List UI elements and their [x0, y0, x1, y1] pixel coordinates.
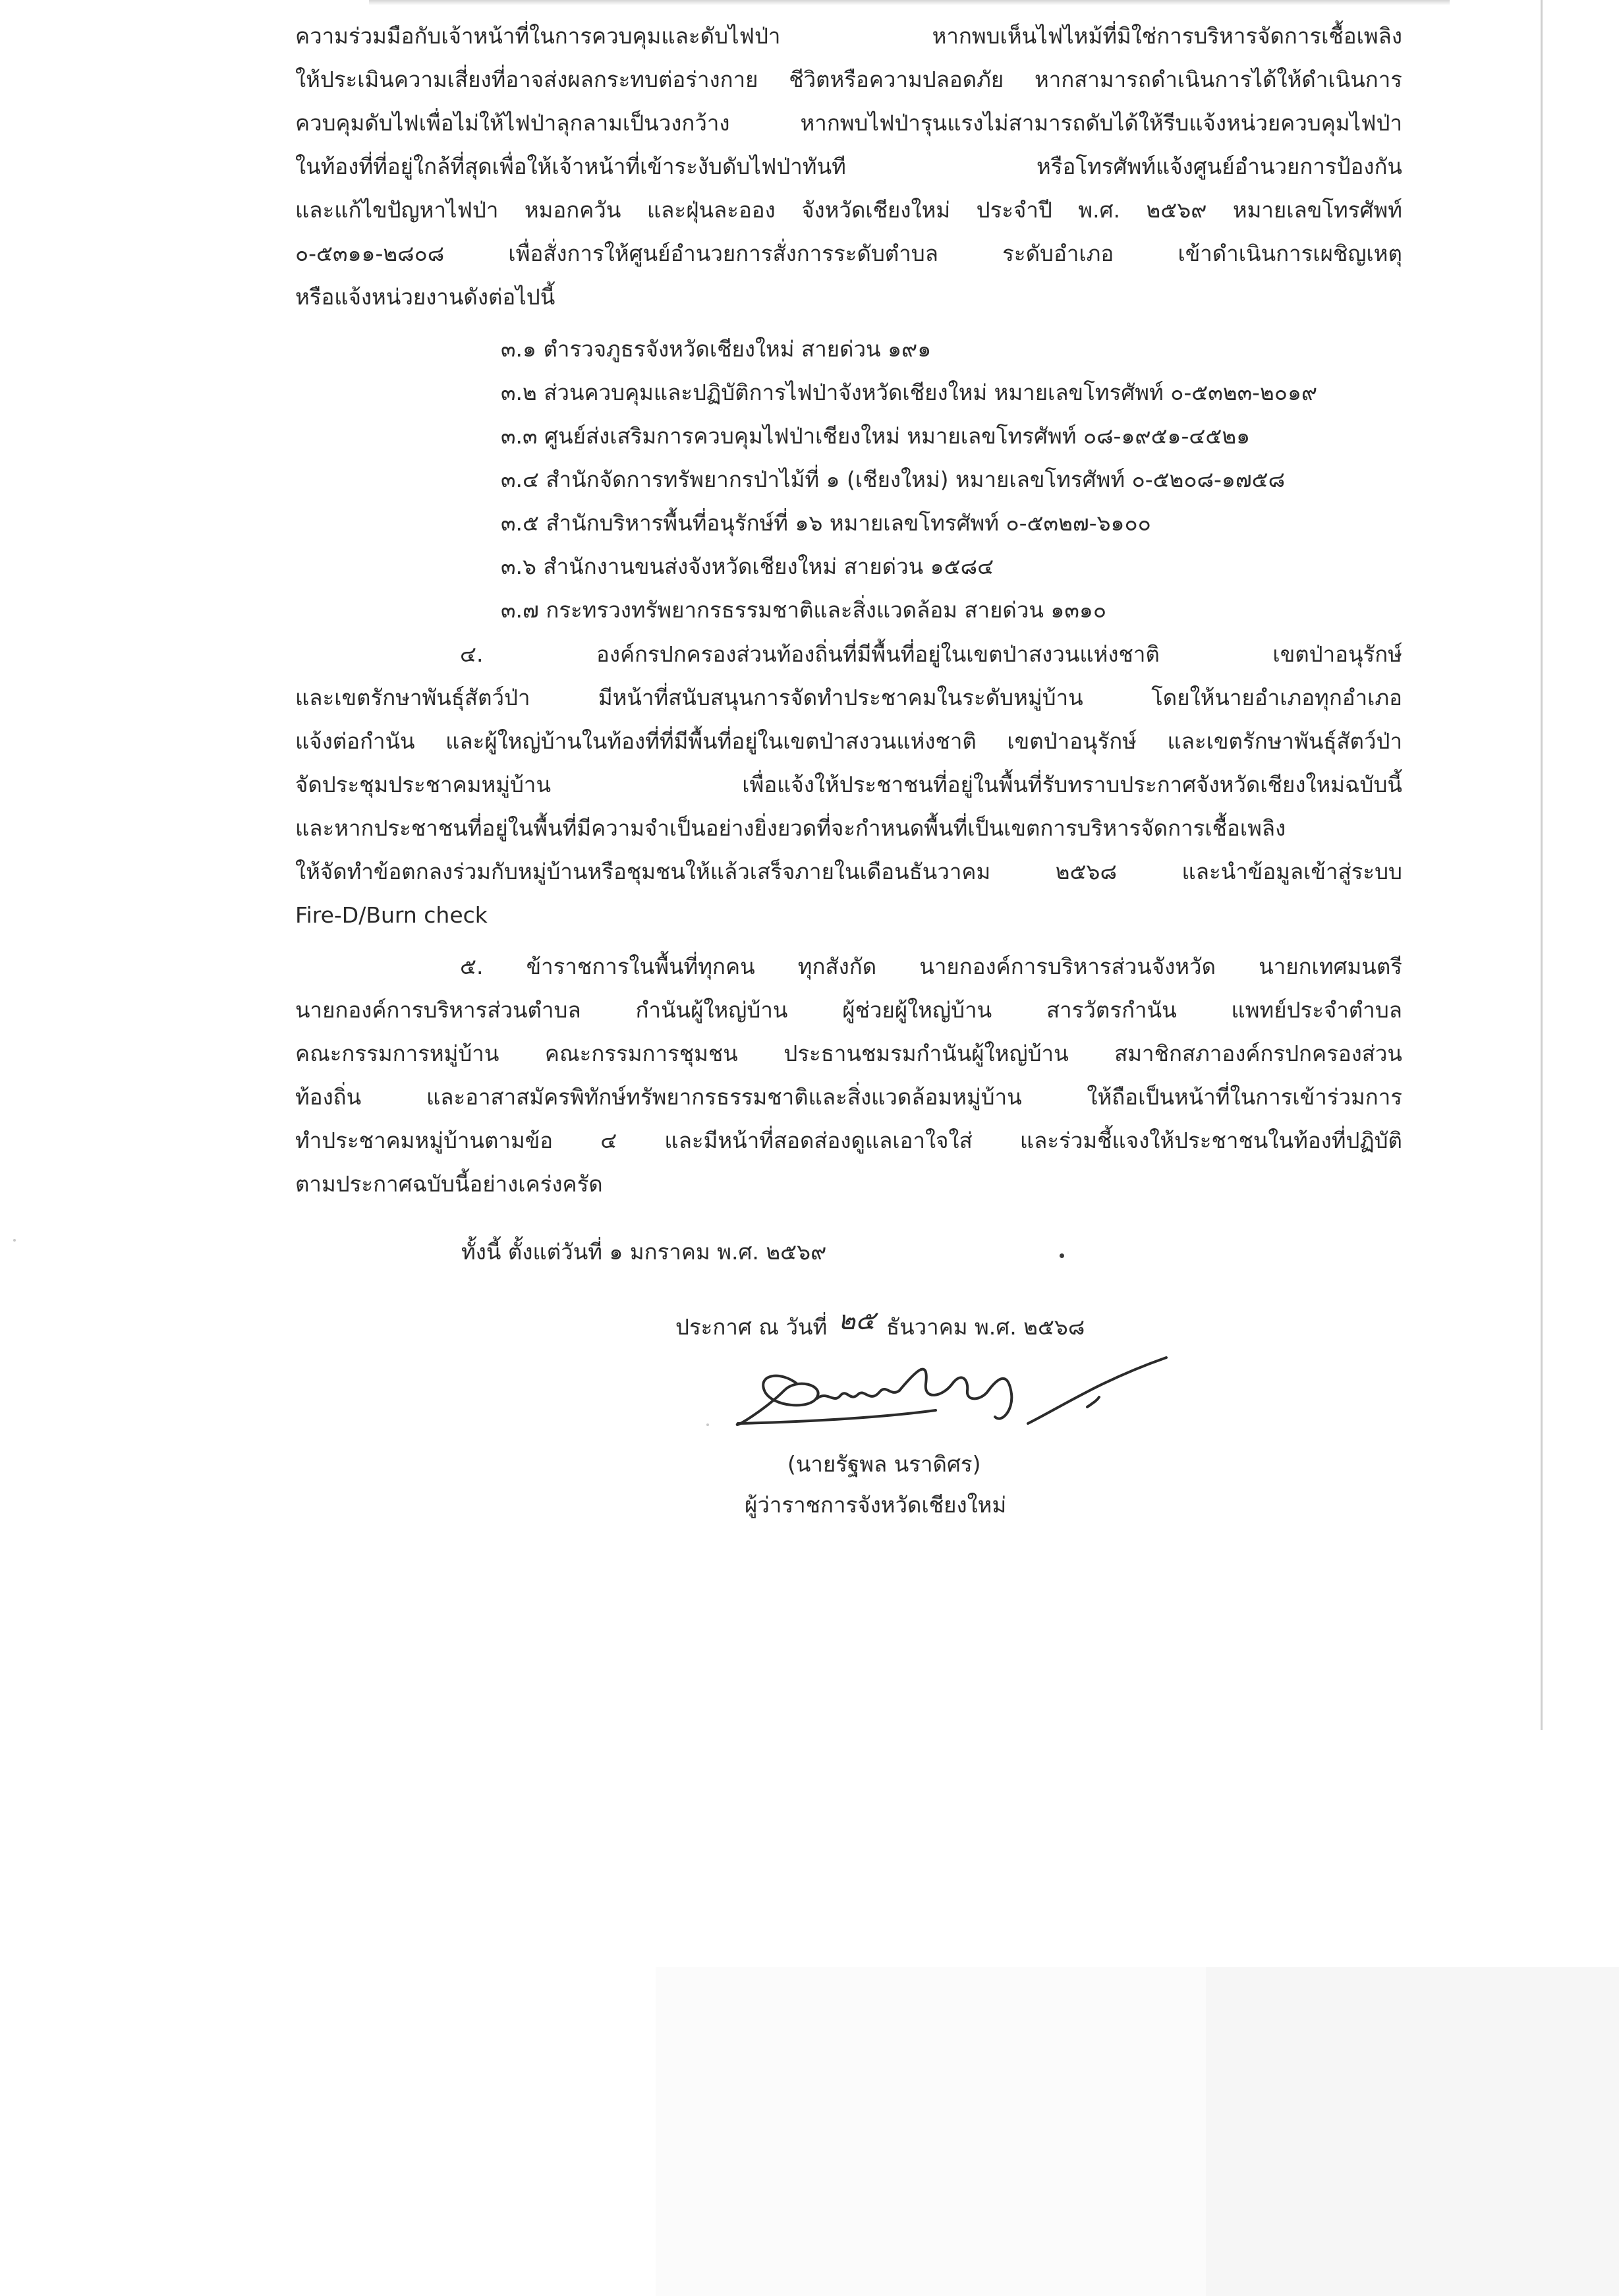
paragraph-line: ควบคุมดับไฟเพื่อไม่ให้ไฟป่าลุกลามเป็นวงกว้าง หากพบไฟป่ารุนแรงไม่สามารถดับได้ให้รีบแจ้งหน่วยควบคุมไฟป่า [295, 110, 1402, 136]
announcement-prefix: ประกาศ ณ วันที่ [675, 1314, 828, 1340]
paragraph-line: นายกองค์การบริหารส่วนตำบล กำนันผู้ใหญ่บ้าน ผู้ช่วยผู้ใหญ่บ้าน สารวัตรกำนัน แพทย์ประจำตำบล [295, 997, 1402, 1023]
paragraph-line: และหากประชาชนที่อยู่ในพื้นที่มีความจำเป็นอย่างยิ่งยวดที่จะกำหนดพื้นที่เป็นเขตการบริหารจัดการเชื้อเพลิง [295, 815, 1286, 841]
scan-speck [13, 1239, 16, 1242]
section-5-paragraph [295, 945, 1402, 1206]
announcement-day-handwritten: ๒๕ [838, 1306, 876, 1336]
paragraph-line: ความร่วมมือกับเจ้าหน้าที่ในการควบคุมและดับไฟป่า หากพบเห็นไฟไหม้ที่มิใช่การบริหารจัดการเชื้อเพลิง [295, 23, 1402, 49]
paragraph-line: ๐-๕๓๑๑-๒๘๐๘ เพื่อสั่งการให้ศูนย์อำนวยการสั่งการระดับตำบล ระดับอำเภอ เข้าดำเนินการเผชิญเหตุ [295, 241, 1402, 266]
page-edge-line [1541, 0, 1543, 1730]
contact-item: ๓.๔ สำนักจัดการทรัพยากรป่าไม้ที่ ๑ (เชียงใหม่) หมายเลขโทรศัพท์ ๐-๕๒๐๘-๑๗๕๘ [501, 467, 1286, 492]
paragraph-line: คณะกรรมการหมู่บ้าน คณะกรรมการชุมชน ประธานชมรมกำนันผู้ใหญ่บ้าน สมาชิกสภาองค์กรปกครองส่วน [295, 1041, 1402, 1066]
section-4-paragraph [295, 633, 1402, 937]
paragraph-line: จัดประชุมประชาคมหมู่บ้าน เพื่อแจ้งให้ประชาชนที่อยู่ในพื้นที่รับทราบประกาศจังหวัดเชียงใหม่ฉบับนี้ [295, 772, 1402, 797]
paragraph-line: ตามประกาศฉบับนี้อย่างเคร่งครัด [295, 1171, 603, 1197]
contact-item: ๓.๕ สำนักบริหารพื้นที่อนุรักษ์ที่ ๑๖ หมายเลขโทรศัพท์ ๐-๕๓๒๗-๖๑๐๐ [501, 510, 1151, 536]
paragraph-line: ให้ประเมินความเสี่ยงที่อาจส่งผลกระทบต่อร่างกาย ชีวิตหรือความปลอดภัย หากสามารถดำเนินการได้ให้ดำเนินการ [295, 67, 1402, 92]
cut-off-top-line [369, 0, 1450, 5]
paragraph-line: แจ้งต่อกำนัน และผู้ใหญ่บ้านในท้องที่ที่มีพื้นที่อยู่ในเขตป่าสงวนแห่งชาติ เขตป่าอนุรักษ์ และเขตรักษาพันธุ์สัตว์ป่า [295, 728, 1402, 754]
announcement-suffix: ธันวาคม พ.ศ. ๒๕๖๘ [886, 1314, 1085, 1340]
scan-speck [706, 1423, 709, 1426]
contact-item: ๓.๑ ตำรวจภูธรจังหวัดเชียงใหม่ สายด่วน ๑๙๑ [501, 336, 932, 362]
paragraph-line: ให้จัดทำข้อตกลงร่วมกับหมู่บ้านหรือชุมชนให้แล้วเสร็จภายในเดือนธันวาคม ๒๕๖๘ และนำข้อมูลเข้าสู่ระบบ [295, 859, 1402, 884]
contact-item: ๓.๗ กระทรวงทรัพยากรธรรมชาติและสิ่งแวดล้อม สายด่วน ๑๓๑๐ [501, 597, 1107, 623]
paragraph-line: ท้องถิ่น และอาสาสมัครพิทักษ์ทรัพยากรธรรมชาติและสิ่งแวดล้อมหมู่บ้าน ให้ถือเป็นหน้าที่ในการเข้าร่วมการ [295, 1084, 1402, 1110]
effective-date: ทั้งนี้ ตั้งแต่วันที่ ๑ มกราคม พ.ศ. ๒๕๖๙ [461, 1239, 827, 1265]
ink-dot [1060, 1253, 1064, 1258]
paragraph-line: ทำประชาคมหมู่บ้านตามข้อ ๔ และมีหน้าที่สอดส่องดูแลเอาใจใส่ และร่วมชี้แจงให้ประชาชนในท้องที่ปฏิบัติ [295, 1128, 1402, 1153]
announcement-date [675, 1306, 1085, 1342]
signer-title: ผู้ว่าราชการจังหวัดเชียงใหม่ [745, 1492, 1007, 1518]
paragraph-line: และแก้ไขปัญหาไฟป่า หมอกควัน และฝุ่นละออง จังหวัดเชียงใหม่ ประจำปี พ.ศ. ๒๕๖๙ หมายเลขโทรศัพท์ [295, 197, 1402, 223]
signer-name: (นายรัฐพล นราดิศร) [787, 1451, 981, 1477]
paragraph-line: หรือแจ้งหน่วยงานดังต่อไปนี้ [295, 284, 555, 310]
paragraph-line: ในท้องที่ที่อยู่ใกล้ที่สุดเพื่อให้เจ้าหน้าที่เข้าระงับดับไฟป่าทันที หรือโทรศัพท์แจ้งศูนย์อำนวยการป้องกัน [295, 154, 1402, 179]
paragraph-line: Fire-D/Burn check [295, 902, 488, 928]
contact-item: ๓.๒ ส่วนควบคุมและปฏิบัติการไฟป่าจังหวัดเชียงใหม่ หมายเลขโทรศัพท์ ๐-๕๓๒๓-๒๐๑๙ [501, 380, 1318, 405]
paragraph-line: ๔. องค์กรปกครองส่วนท้องถิ่นที่มีพื้นที่อยู่ในเขตป่าสงวนแห่งชาติ เขตป่าอนุรักษ์ [460, 641, 1402, 667]
governor-signature [718, 1344, 1179, 1450]
paragraph-line: และเขตรักษาพันธุ์สัตว์ป่า มีหน้าที่สนับสนุนการจัดทำประชาคมในระดับหมู่บ้าน โดยให้นายอำเภอทุกอำเภอ [295, 685, 1402, 710]
scan-shadow [1206, 1967, 1619, 2296]
contact-item: ๓.๖ สำนักงานขนส่งจังหวัดเชียงใหม่ สายด่วน ๑๕๘๔ [501, 554, 994, 579]
section-3-paragraph [295, 14, 1402, 319]
paragraph-line: ๕. ข้าราชการในพื้นที่ทุกคน ทุกสังกัด นายกองค์การบริหารส่วนจังหวัด นายกเทศมนตรี [460, 954, 1402, 979]
contact-item: ๓.๓ ศูนย์ส่งเสริมการควบคุมไฟป่าเชียงใหม่ หมายเลขโทรศัพท์ ๐๘-๑๙๕๑-๔๕๒๑ [501, 423, 1251, 449]
